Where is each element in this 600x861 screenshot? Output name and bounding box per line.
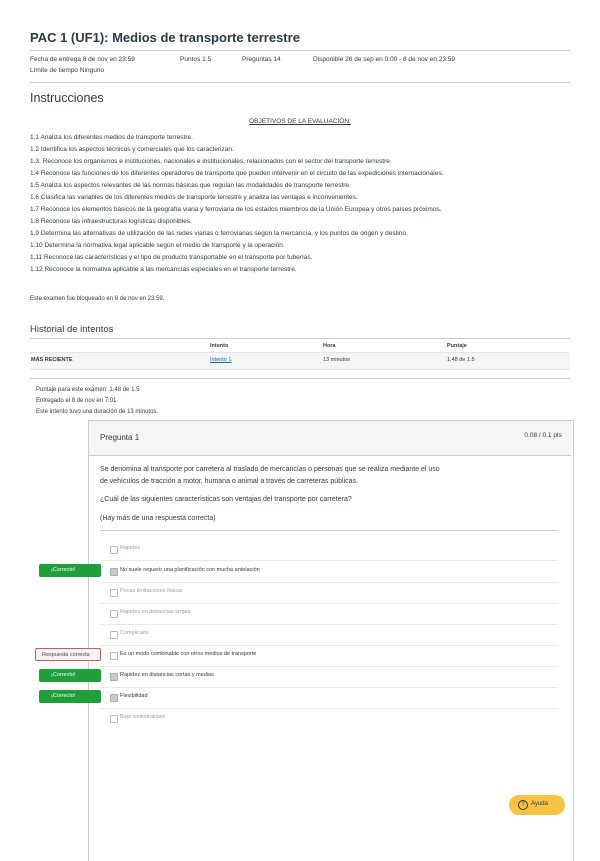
answer-label: Complicado (120, 630, 150, 636)
objective-item: 1.6 Clasifica las variables de los diferentes medios de transporte terrestre y analiza las ventajas e inconvenientes. (30, 194, 358, 201)
time-limit-value: Ninguno (79, 67, 105, 74)
checkbox (110, 546, 118, 554)
objective-item: 1.12 Reconoce la normativa aplicable a las mercancías especiales en el transporte terrestre. (30, 266, 297, 273)
history-bottom-divider (30, 378, 570, 379)
objective-item: 1.10 Determina la normativa legal aplicable según el medio de transporte y la operación. (30, 242, 285, 249)
checkbox-checked (110, 673, 118, 681)
answer-option (100, 625, 558, 646)
row-label: MÁS RECIENTE (31, 357, 73, 363)
answer-option (100, 540, 558, 561)
answer-option (100, 709, 558, 729)
answer-option (100, 667, 558, 688)
answer-label: No suele requerir una planificación con mucha antelación (120, 567, 260, 573)
answer-label: Rapidez en distancias cortas y medias (120, 672, 214, 678)
objective-item: 1.9 Determina las alternativas de utilización de las redes viarias o ferroviarias según la mercancía, y los puntos de origen y destino. (30, 230, 408, 237)
attempt-time: 13 minutos (323, 357, 350, 363)
objective-item: 1.1 Analiza los diferentes medios de transporte terrestre. (30, 134, 193, 141)
question-name: Pregunta 1 (100, 433, 140, 442)
answer-label: Rapidez (120, 545, 141, 551)
objective-item: 1.2 Identifica los aspectos técnicos y comerciales que los caracterizan. (30, 146, 234, 153)
objective-item: 1.4 Reconoce las funciones de los diferentes operadores de transporte que pueden intervenir en el circuito de las expediciones internacionales. (30, 170, 444, 177)
duration-summary: Este intento tuvo una duración de 13 minutos. (36, 409, 159, 415)
checkbox (110, 652, 118, 660)
objective-item: 1.8 Reconoce las infraestructuras logísticas disponibles. (30, 218, 192, 225)
due-date (30, 56, 135, 63)
attempt-link[interactable]: Intento 1 (210, 357, 232, 363)
page-title: PAC 1 (UF1): Medios de transporte terrestre (30, 30, 300, 45)
objective-item: 1.3. Reconoce los organismos e instituciones, nacionales e institucionales, relacionados con el sector del transporte terrestre. (30, 158, 392, 165)
points-label: Puntos (180, 56, 201, 63)
history-title: Historial de intentos (30, 324, 114, 335)
answer-option (100, 604, 558, 625)
answer-label: Baja siniestralidad (120, 714, 165, 720)
checkbox (110, 715, 118, 723)
instructions-title: Instrucciones (30, 91, 104, 105)
question-points: 0.08 / 0.1 pts (524, 432, 562, 439)
question-hint: (Hay más de una respuesta correcta) (100, 515, 216, 522)
points (180, 56, 211, 63)
checkbox (110, 610, 118, 618)
correct-tag: ¡Correcto! (39, 564, 101, 577)
submitted-summary: Entregado el 8 de nov en 7:01 (36, 398, 117, 404)
checkbox-checked (110, 694, 118, 702)
checkbox (110, 589, 118, 597)
objective-item: 1.11 Reconoce las características y el tipo de producto transportable en el transporte por tuberías. (30, 254, 313, 261)
col-header-time: Hora (323, 343, 336, 349)
meta-divider (30, 82, 570, 83)
col-header-attempt: Intento (210, 343, 229, 349)
question-prompt: ¿Cuál de las siguientes características son ventajas del transporte por carretera? (100, 496, 352, 503)
correct-tag: ¡Correcto! (39, 669, 101, 682)
help-button[interactable] (509, 795, 565, 815)
question-icon: ? (518, 800, 528, 810)
answer-option (100, 688, 558, 709)
correct-tag: ¡Correcto! (39, 690, 101, 703)
locked-message: Este examen fue bloqueado en 8 de nov en 23:59. (30, 296, 165, 302)
available-value: 26 de sep en 0:00 - 8 de nov en 23:59 (345, 56, 456, 63)
checkbox-checked (110, 568, 118, 576)
questions-label: Preguntas (242, 56, 272, 63)
answer-option (100, 646, 558, 667)
questions (242, 56, 281, 63)
col-header-score: Puntaje (447, 343, 467, 349)
answer-label: Pocas limitaciones físicas (120, 588, 183, 594)
answer-option (100, 562, 558, 583)
availability (313, 56, 455, 63)
answer-label: Es un modo combinable con otros medios de transporte (120, 651, 257, 657)
question-text: de vehículos de tracción a motor, humana o animal a través de carreteras públicas. (100, 478, 358, 485)
table-row (30, 352, 570, 370)
questions-value: 14 (273, 56, 281, 63)
objectives-heading: OBJETIVOS DE LA EVALUACIÓN: (249, 118, 351, 125)
objective-item: 1.7 Reconoce los elementos básicos de la geografía viaria y ferroviaria de los estados miembros de la Unión Europea y otros países próximos. (30, 206, 442, 213)
checkbox (110, 631, 118, 639)
available-label: Disponible (313, 56, 344, 63)
answer-label: Flexibilidad (120, 693, 148, 699)
attempt-score: 1.48 de 1.5 (447, 357, 475, 363)
objective-item: 1.5 Analiza los aspectos relevantes de las normas básicas que regulan las modalidades de transporte terrestre. (30, 182, 351, 189)
title-divider (30, 50, 570, 51)
history-divider (30, 338, 570, 339)
question-text: Se denomina al transporte por carretera al traslado de mercancías o personas que se realiza mediante el uso (100, 466, 440, 473)
help-label: Ayuda (531, 801, 548, 807)
answer-option (100, 583, 558, 604)
answer-label: Rapidez en distancias largas (120, 609, 191, 615)
answers-divider (100, 530, 558, 531)
due-value: 8 de nov en 23:59 (82, 56, 135, 63)
time-limit-label: Límite de tiempo (30, 67, 79, 74)
due-label: Fecha de entrega (30, 56, 81, 63)
correct-answer-tag: Respuesta correcta (35, 648, 101, 661)
score-summary: Puntaje para este examen: 1.48 de 1.5 (36, 387, 140, 393)
points-value: 1.5 (202, 56, 212, 63)
time-limit (30, 67, 104, 74)
